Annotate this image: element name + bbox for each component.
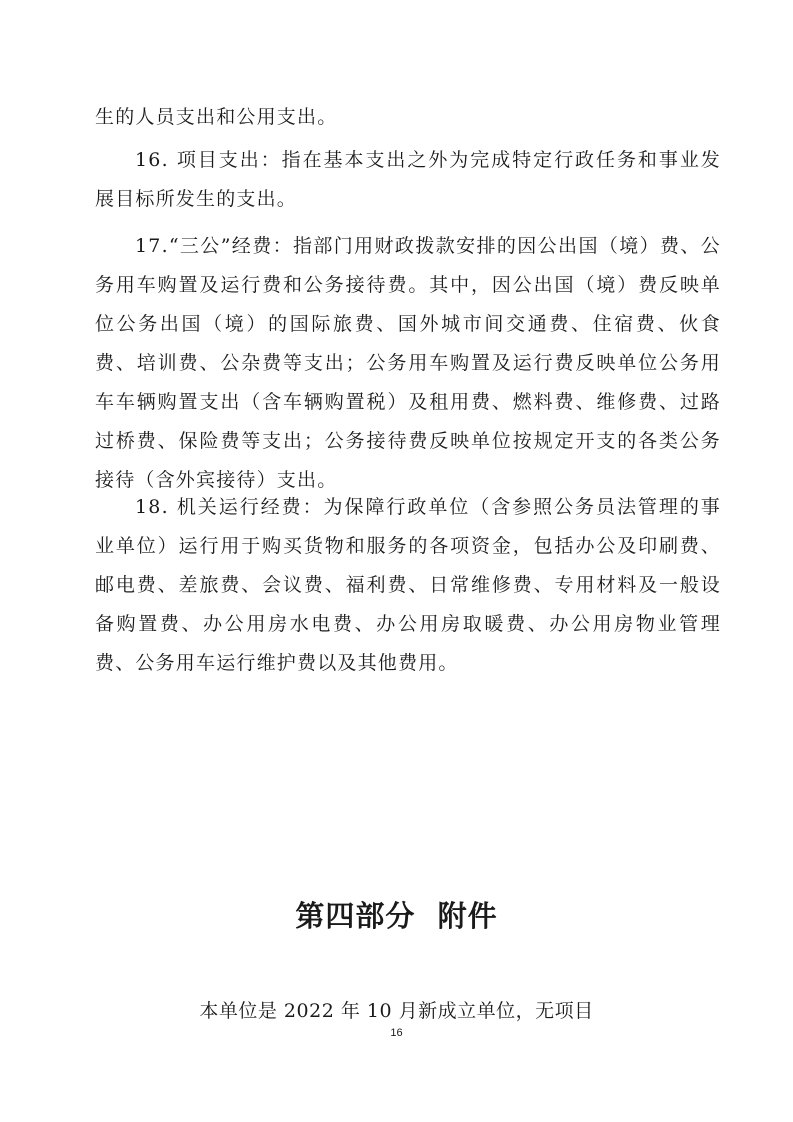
paragraph-item-16: 16. 项目支出：指在基本支出之外为完成特定行政任务和事业发展目标所发生的支出。 [95,149,721,210]
page-number: 16 [390,1027,403,1039]
paragraph-item-18: 18. 机关运行经费：为保障行政单位（含参照公务员法管理的事业单位）运行用于购买货物和服务的各项资金，包括办公及印刷费、邮电费、差旅费、会议费、福利费、日常维修费、专用材料及一般设备购置费、办公用房水电费、办公用房取暖费、办公用房物业管理费、公务用车运行维护费以及其他费用。 [95,496,721,674]
paragraph-item-17: 17.“三公”经费：指部门用财政拨款安排的因公出国（境）费、公务用车购置及运行费和公务接待费。其中，因公出国（境）费反映单位公务出国（境）的国际旅费、国外城市间交通费、住宿费、伙食费、培训费、公杂费等支出；公务用车购置及运行费反映单位公务用车车辆购置支出（含车辆购置税）及租用费、燃料费、维修费、过路过桥费、保险费等支出；公务接待费反映单位按规定开支的各类公务接待（含外宾接待）支出。 [95,235,721,491]
attachment-note: 本单位是 2022 年 10 月新成立单位，无项目 [199,1000,594,1022]
section-heading: 第四部分 附件 [295,899,498,933]
paragraph-continuation: 生的人员支出和公用支出。 [95,106,338,128]
